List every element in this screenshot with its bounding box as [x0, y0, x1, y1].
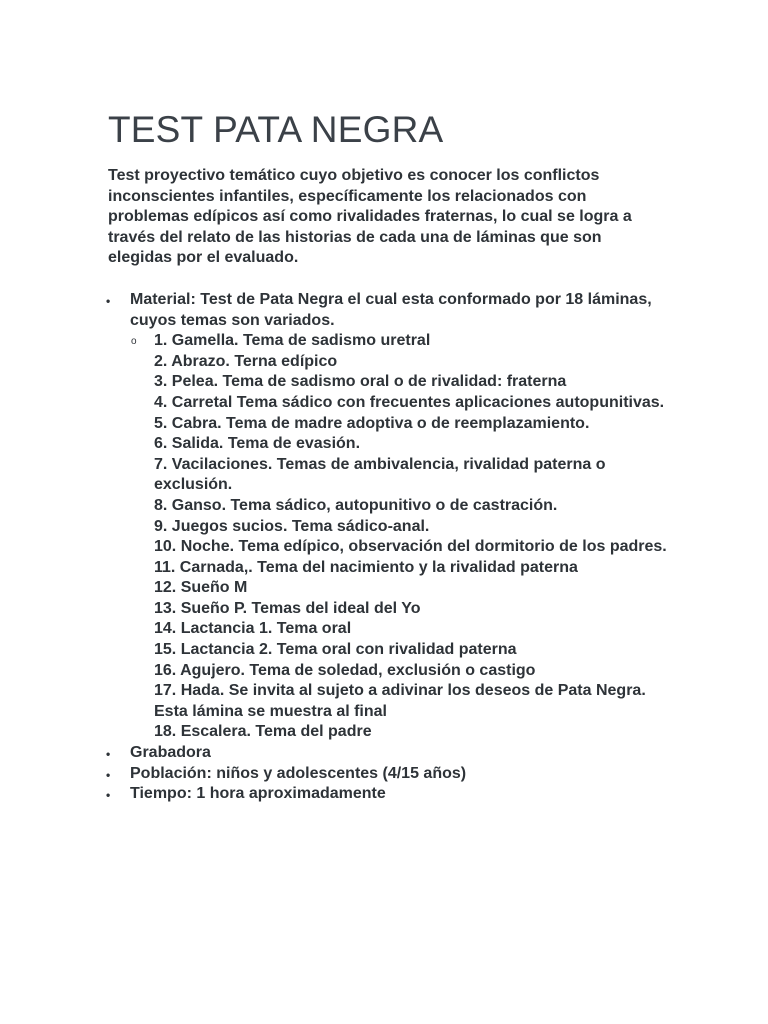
plate-text: 1. Gamella. Tema de sadismo uretral — [154, 332, 431, 350]
grabadora-text: Grabadora — [130, 744, 211, 762]
plate-text: 10. Noche. Tema edípico, observación del dormitorio de los padres. — [154, 538, 667, 556]
tiempo-text: Tiempo: 1 hora aproximadamente — [130, 785, 386, 803]
document-title: TEST PATA NEGRA — [108, 109, 444, 150]
plate-text: 3. Pelea. Tema de sadismo oral o de rivalidad: fraterna — [154, 373, 567, 391]
list-item-grabadora — [108, 743, 668, 764]
plate-text: 5. Cabra. Tema de madre adoptiva o de reemplazamiento. — [154, 414, 590, 432]
plate-text: 12. Sueño M — [154, 579, 248, 597]
plate-text: 16. Agujero. Tema de soledad, exclusión o castigo — [154, 661, 536, 679]
intro-paragraph: Test proyectivo temático cuyo objetivo es conocer los conflictos inconscientes infantiles, específicamente los relacionados con problemas edípicos así como rivalidades fraternas, lo cual se logra a través del relato de las historias de cada una de láminas que son elegidas por el evaluado. — [108, 167, 632, 267]
plate-text: 18. Escalera. Tema del padre — [154, 723, 372, 741]
plate-text: 13. Sueño P. Temas del ideal del Yo — [154, 599, 421, 617]
bullet-icon: • — [106, 293, 111, 308]
plates-list — [130, 331, 668, 743]
document-page — [108, 108, 668, 805]
material-text: Material: Test de Pata Negra el cual esta conformado por 18 láminas, cuyos temas son variados. — [130, 290, 652, 329]
bullet-icon: • — [106, 788, 111, 803]
list-item-tiempo — [108, 784, 668, 805]
plate-text: 15. Lactancia 2. Tema oral con rivalidad paterna — [154, 641, 517, 659]
circle-bullet-icon: o — [131, 336, 137, 348]
plate-text: 9. Juegos sucios. Tema sádico-anal. — [154, 517, 430, 535]
plate-text: 7. Vacilaciones. Temas de ambivalencia, rivalidad paterna o exclusión. — [154, 455, 606, 494]
plate-item — [130, 331, 668, 743]
plate-text: 4. Carretal Tema sádico con frecuentes aplicaciones autopunitivas. — [154, 393, 665, 411]
plate-text: 14. Lactancia 1. Tema oral — [154, 620, 352, 638]
plate-text: 11. Carnada,. Tema del nacimiento y la rivalidad paterna — [154, 558, 578, 576]
plate-text: 8. Ganso. Tema sádico, autopunitivo o de castración. — [154, 496, 558, 514]
bullet-icon: • — [106, 767, 111, 782]
list-item-poblacion — [108, 764, 668, 785]
plate-text: 17. Hada. Se invita al sujeto a adivinar los deseos de Pata Negra. Esta lámina se muestra al final — [154, 682, 646, 720]
plate-text: 6. Salida. Tema de evasión. — [154, 435, 361, 453]
poblacion-text: Población: niños y adolescentes (4/15 años) — [130, 764, 467, 782]
details-list — [108, 290, 668, 805]
plate-text: 2. Abrazo. Terna edípico — [154, 352, 338, 370]
bullet-icon: • — [106, 747, 111, 762]
list-item-material — [108, 290, 668, 743]
